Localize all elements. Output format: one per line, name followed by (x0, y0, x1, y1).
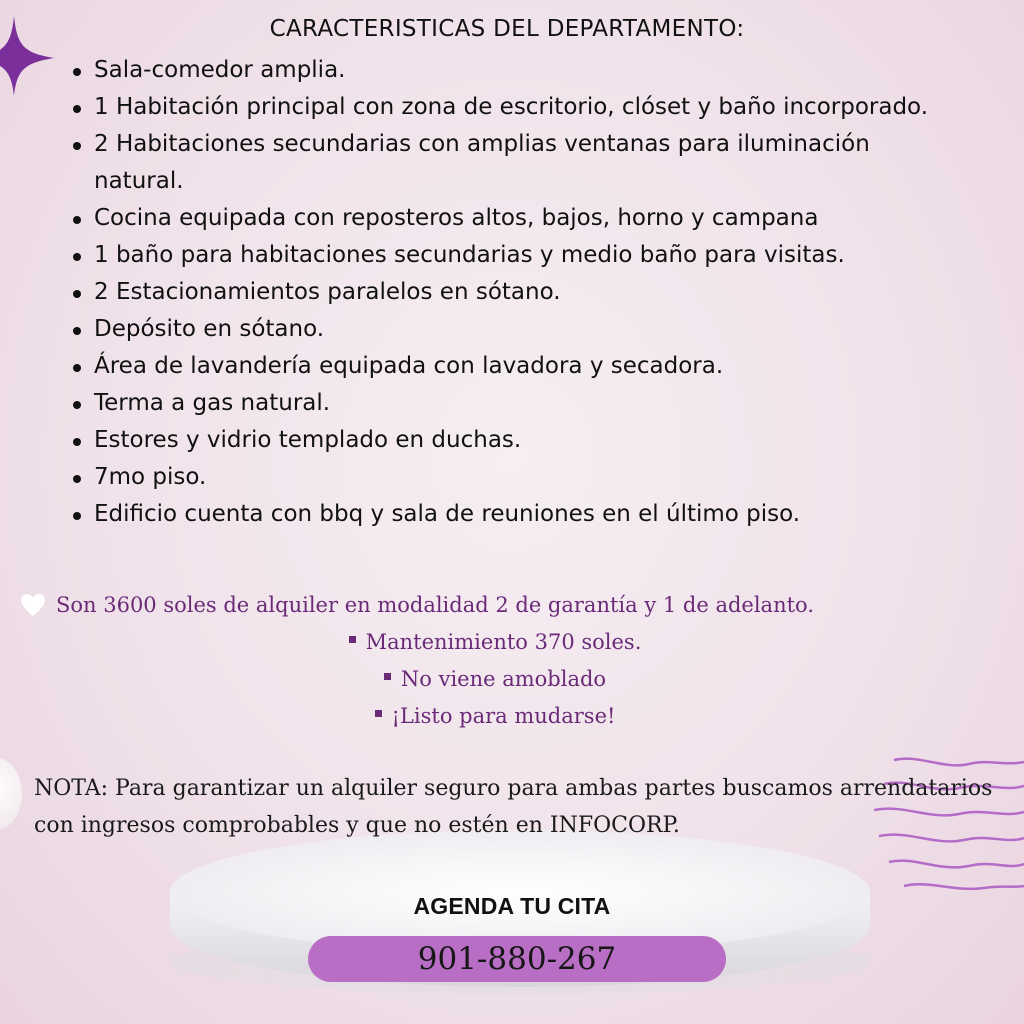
rent-detail: No viene amoblado (20, 661, 1010, 698)
rent-price-text: Son 3600 soles de alquiler en modalidad 2 de garantía y 1 de adelanto. (56, 593, 814, 617)
decorative-circle (0, 758, 22, 830)
list-item: Edificio cuenta con bbq y sala de reuniones en el último piso. (70, 496, 950, 533)
heart-icon (20, 593, 46, 617)
square-bullet-icon (349, 636, 356, 643)
square-bullet-icon (375, 710, 382, 717)
square-bullet-icon (384, 673, 391, 680)
phone-number: 901-880-267 (417, 941, 617, 977)
list-item: 1 baño para habitaciones secundarias y medio baño para visitas. (70, 237, 950, 274)
list-item: Estores y vidrio templado en duchas. (70, 422, 950, 459)
note-text: NOTA: Para garantizar un alquiler seguro para ambas partes buscamos arrendatarios con ingresos comprobables y que no estén en INFOCORP. (34, 776, 993, 838)
rent-section (20, 586, 1010, 735)
list-item: Terma a gas natural. (70, 385, 950, 422)
cta-label: AGENDA TU CITA (413, 893, 611, 919)
list-item: Depósito en sótano. (70, 311, 950, 348)
rent-detail: Mantenimiento 370 soles. (20, 624, 1010, 661)
list-item: 1 Habitación principal con zona de escritorio, clóset y baño incorporado. (70, 89, 950, 126)
list-item: Sala-comedor amplia. (70, 52, 950, 89)
list-item: Cocina equipada con reposteros altos, bajos, horno y campana (70, 200, 950, 237)
features-list (70, 52, 950, 533)
list-item: 2 Estacionamientos paralelos en sótano. (70, 274, 950, 311)
list-item: 2 Habitaciones secundarias con amplias ventanas para iluminación natural. (70, 126, 950, 200)
list-item: Área de lavandería equipada con lavadora y secadora. (70, 348, 950, 385)
rent-main-line (20, 586, 1010, 624)
phone-button[interactable] (308, 936, 726, 982)
rent-detail: ¡Listo para mudarse! (20, 698, 1010, 735)
list-item: 7mo piso. (70, 459, 950, 496)
page-title: CARACTERISTICAS DEL DEPARTAMENTO: (269, 16, 745, 42)
